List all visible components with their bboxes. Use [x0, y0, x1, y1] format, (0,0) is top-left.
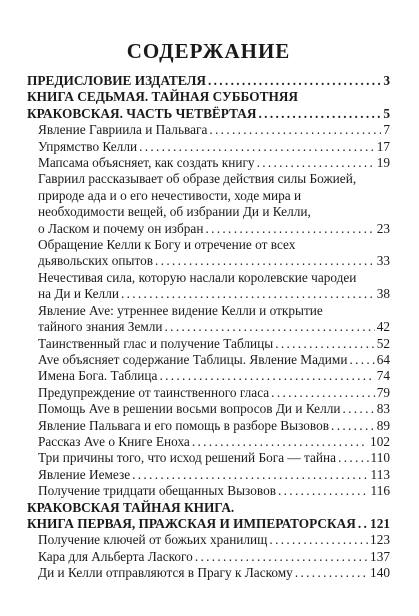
toc-entry-row — [27, 155, 390, 171]
toc-entry-title: КРАКОВСКАЯ. ЧАСТЬ ЧЕТВЁРТАЯ — [27, 105, 257, 121]
toc-entry-title: Помощь Ave в решении восьми вопросов Ди и Келли — [38, 401, 341, 417]
toc-entry — [27, 467, 390, 483]
toc-entry — [27, 418, 390, 434]
toc-page-number: 17 — [376, 138, 390, 154]
toc-entry-line: Обращение Келли к Богу и отречение от всех — [38, 237, 296, 253]
dot-leader — [195, 549, 368, 565]
toc-entry-title: на Ди и Келли — [38, 286, 119, 302]
toc-page-number: 140 — [370, 565, 390, 581]
toc-entry-line: КРАКОВСКАЯ ТАЙНАЯ КНИГА. — [27, 499, 235, 515]
toc-page-number: 5 — [383, 105, 390, 121]
toc-entry-line: КНИГА СЕДЬМАЯ. ТАЙНАЯ СУББОТНЯЯ — [27, 89, 299, 105]
toc-entry-line: Гавриил рассказывает об образе действия силы Божией, — [38, 171, 357, 187]
toc-entry-title: Три причины того, что исход решений Бога — тайна — [38, 450, 337, 466]
toc-entry-line: Нечестивая сила, которую наслали королевские чародеи — [38, 269, 357, 285]
toc-entry — [27, 122, 390, 138]
toc-entry-row — [27, 352, 390, 368]
toc-entry-row — [27, 122, 390, 138]
dot-leader — [275, 336, 375, 352]
toc-entry-title: Получение ключей от божьих хранилищ — [38, 532, 268, 548]
toc-entry-row — [27, 516, 390, 532]
toc-page-number: 7 — [383, 122, 390, 138]
toc-entry-title: Ди и Келли отправляются в Прагу к Ласкому — [38, 565, 293, 581]
toc-entry-row — [27, 565, 390, 581]
toc-entry-row — [27, 319, 390, 335]
toc-page-number: 110 — [370, 450, 390, 466]
dot-leader — [271, 385, 375, 401]
toc-entry-title: Рассказ Ave о Книге Еноха — [38, 433, 190, 449]
toc-entry-title: о Ласком и почему он избран — [38, 220, 204, 236]
toc-entry-row — [27, 368, 390, 384]
toc-entry-row — [27, 286, 390, 302]
toc-entry-title: Ave объясняет содержание Таблицы. Явление Мадими — [38, 351, 348, 367]
toc-entry — [27, 237, 390, 270]
toc-entry-row — [27, 467, 390, 483]
toc-entry — [27, 483, 390, 499]
toc-entry-title: ПРЕДИСЛОВИЕ ИЗДАТЕЛЯ — [27, 73, 206, 88]
toc-entry-title: Явление Пальвага и его помощь в разборе Вызовов — [38, 417, 330, 433]
page-title: СОДЕРЖАНИЕ — [126, 39, 291, 63]
toc-entry — [27, 368, 390, 384]
toc-entry-title: Кара для Альберта Лаского — [38, 548, 193, 564]
toc-entry — [27, 434, 390, 450]
toc-page-number: 19 — [376, 155, 390, 171]
toc-entry — [27, 336, 390, 352]
toc-entry-row — [27, 336, 390, 352]
toc-entry-line: природе ада и о его нечестивости, ходе мира и — [38, 187, 302, 203]
toc-entry — [27, 155, 390, 171]
toc-entry-row — [27, 385, 390, 401]
toc-entry — [27, 73, 390, 89]
dot-leader — [349, 352, 374, 368]
toc-page-number: 102 — [370, 433, 390, 449]
toc-page-number: 123 — [370, 532, 390, 548]
toc-page-number: 89 — [376, 417, 390, 433]
table-of-contents — [27, 73, 390, 582]
toc-entry-title: КНИГА ПЕРВАЯ, ПРАЖСКАЯ И ИМПЕРАТОРСКАЯ — [27, 515, 356, 531]
toc-entry-row — [27, 434, 390, 450]
toc-entry — [27, 139, 390, 155]
dot-leader — [331, 418, 375, 434]
dot-leader — [295, 565, 368, 581]
toc-entry — [27, 171, 390, 237]
toc-entry-title: Явление Гавриила и Пальвага — [38, 122, 208, 138]
toc-page-number: 23 — [376, 220, 390, 236]
toc-entry-title: дьявольских опытов — [38, 253, 154, 269]
toc-entry-row — [27, 483, 390, 499]
dot-leader — [269, 532, 368, 548]
dot-leader — [155, 253, 375, 269]
toc-entry — [27, 303, 390, 336]
toc-entry-row — [27, 253, 390, 269]
toc-entry — [27, 270, 390, 303]
toc-page-number: 137 — [370, 548, 390, 564]
toc-page-number: 42 — [376, 319, 390, 335]
dot-leader — [209, 122, 381, 138]
toc-entry — [27, 532, 390, 548]
toc-page-number: 83 — [376, 401, 390, 417]
toc-entry-title: Имена Бога. Таблица — [38, 368, 158, 384]
dot-leader — [338, 450, 368, 466]
toc-entry-title: Упрямство Келли — [38, 138, 138, 154]
toc-entry-row — [27, 532, 390, 548]
toc-entry — [27, 401, 390, 417]
toc-entry-row — [27, 549, 390, 565]
toc-page-number: 3 — [383, 73, 390, 88]
dot-leader — [278, 483, 369, 499]
toc-entry-row — [27, 418, 390, 434]
dot-leader — [342, 401, 374, 417]
toc-page-number: 116 — [370, 483, 390, 499]
toc-entry-title: Явление Иемезе — [38, 466, 131, 482]
toc-entry-row — [27, 450, 390, 466]
dot-leader — [259, 106, 382, 122]
toc-entry-line: необходимости вещей, об избрании Ди и Келли, — [38, 204, 311, 220]
toc-entry — [27, 352, 390, 368]
dot-leader — [159, 368, 374, 384]
dot-leader — [139, 139, 375, 155]
toc-page-number: 74 — [376, 368, 390, 384]
dot-leader — [165, 319, 375, 335]
toc-entry — [27, 549, 390, 565]
toc-page-number: 113 — [370, 466, 390, 482]
toc-page-number: 33 — [376, 253, 390, 269]
toc-page-number: 52 — [376, 335, 390, 351]
toc-entry-row — [27, 401, 390, 417]
toc-entry-row — [27, 73, 390, 89]
toc-entry — [27, 450, 390, 466]
dot-leader — [132, 467, 368, 483]
toc-entry-title: Мапсама объясняет, как создать книгу — [38, 155, 255, 171]
toc-entry-row — [27, 139, 390, 155]
dot-leader — [205, 221, 374, 237]
toc-entry-title: Получение тридцати обещанных Вызовов — [38, 483, 276, 499]
toc-entry-row — [27, 221, 390, 237]
toc-entry — [27, 565, 390, 581]
toc-entry-title: тайного знания Земли — [38, 319, 163, 335]
toc-entry — [27, 500, 390, 533]
toc-entry-title: Таинственный глас и получение Таблицы — [38, 335, 274, 351]
dot-leader — [121, 286, 375, 302]
dot-leader — [192, 434, 368, 450]
dot-leader — [257, 155, 375, 171]
toc-entry — [27, 385, 390, 401]
toc-page-number: 64 — [376, 351, 390, 367]
toc-entry-row — [27, 106, 390, 122]
toc-entry-title: Предупреждение от таинственного гласа — [38, 384, 270, 400]
dot-leader — [208, 73, 381, 89]
toc-page-number: 121 — [370, 515, 390, 531]
toc-entry — [27, 89, 390, 122]
dot-leader — [358, 516, 368, 532]
toc-page-number: 38 — [376, 286, 390, 302]
toc-entry-line: Явление Ave: утреннее видение Келли и открытие — [38, 302, 323, 318]
toc-page-number: 79 — [376, 384, 390, 400]
